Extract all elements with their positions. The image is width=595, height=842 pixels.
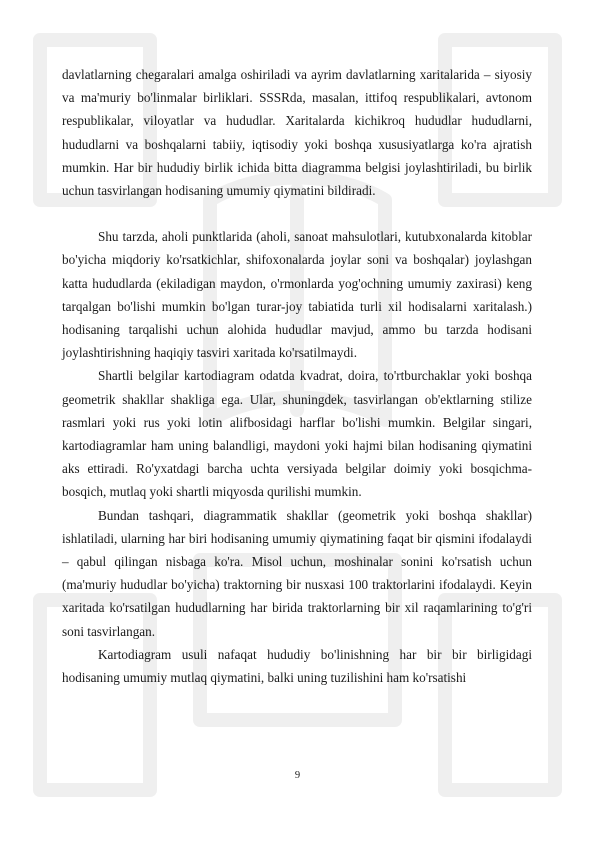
body-text xyxy=(62,63,532,689)
paragraph-3: Shartli belgilar kartodiagram odatda kvadrat, doira, to'rtburchaklar yoki boshqa geometrik shakllar shakliga ega. Ular, shuningdek, tasvirlangan ob'ektlarning stilize rasmlari yoki rus yoki lotin alifbosidagi harflar bo'lishi mumkin. Belgilar singari, kartodiagramlar ham uning balandligi, maydoni yoki hajmi bilan hodisaning qiymatini aks ettiradi. Ro'yxatdagi barcha uchta versiyada belgilar doimiy yoki bosqichma-bosqich, mutlaq yoki shartli miqyosda qurilishi mumkin. xyxy=(62,368,532,500)
paragraph-4: Bundan tashqari, diagrammatik shakllar (geometrik yoki boshqa shakllar) ishlatiladi, ularning har biri hodisaning umumiy qiymatining faqat bir qismini ifodalaydi – qabul qilingan nisbaga ko'ra. Misol uchun, moshinalar sonini ko'rsatish uchun (ma'muriy hududlar bo'yicha) traktorning bir nusxasi 100 traktorlarini ifodalaydi. Keyin xaritada ko'rsatilgan hududlarning har birida traktorlarning bir xil raqamlarining to'g'ri soni tasvirlangan. xyxy=(62,507,532,639)
paragraph-2: Shu tarzda, aholi punktlarida (aholi, sanoat mahsulotlari, kutubxonalarda kitoblar bo'yicha miqdoriy ko'rsatkichlar, shifoxonalarda joylar soni va boshqalar) joylashgan katta hududlarda (ekiladigan maydon, o'rmonlarda yog'ochning umumiy zaxirasi) keng tarqalgan bo'lishi mumkin bo'lgan turar-joy tabiatida turli xil hodisalarni xaritalash.) hodisaning tarqalishi uchun alohida hududlar mavjud, ammo bu tarzda hodisani joylashtirishning haqiqiy tasviri xaritada ko'rsatilmaydi. xyxy=(62,229,532,361)
paragraph-5: Kartodiagram usuli nafaqat hududiy bo'linishning har bir bir birligidagi hodisaning umumiy mutlaq qiymatini, balki uning tuzilishini ham ko'rsatishi xyxy=(62,646,532,686)
page-number: 9 xyxy=(294,770,301,781)
paragraph-1: davlatlarning chegaralari amalga oshiriladi va ayrim davlatlarning xaritalarida – siyosiy va ma'muriy bo'linmalar birliklari. SSSRda, masalan, ittifoq respublikalari, avtonom respublikalar, viloyatlar va hududlar. Xaritalarda kichikroq hududlar hududlarni, hududlarni va boshqalarni tabiiy, iqtisodiy yoki boshqa xususiyatlarga ko'ra ajratish mumkin. Har bir hududiy birlik ichida bitta diagramma belgisi joylashtiriladi, bu birlik uchun tasvirlangan hodisaning umumiy qiymatini bildiradi. xyxy=(62,67,532,199)
